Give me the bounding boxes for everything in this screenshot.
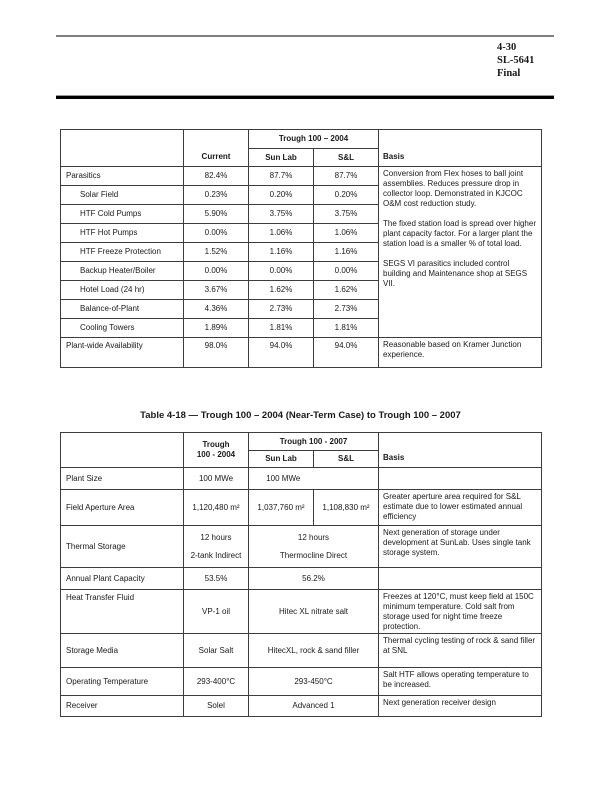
table-row (61, 468, 542, 490)
row-label: Cooling Towers (61, 319, 184, 338)
value-sunlab: 1.06% (249, 224, 314, 243)
column-header-line: Trough (202, 440, 230, 449)
row-label: Solar Field (61, 186, 184, 205)
value-current: 4.36% (184, 300, 249, 319)
value-current: 0.00% (184, 262, 249, 281)
column-header-sl: S&L (314, 451, 379, 468)
value-line: 12 hours (297, 532, 330, 542)
value-2004: Solar Salt (184, 634, 249, 668)
value-sl: 3.75% (314, 205, 379, 224)
column-header-sunlab: Sun Lab (249, 149, 314, 167)
value-2007 (249, 526, 379, 568)
empty-header-cell (61, 433, 184, 468)
row-label: Backup Heater/Boiler (61, 262, 184, 281)
value-sunlab: 1.62% (249, 281, 314, 300)
value-current: 82.4% (184, 167, 249, 186)
table-row (61, 526, 542, 568)
basis-cell-availability: Reasonable based on Kramer Junction experience. (379, 338, 542, 368)
parasitics-table (60, 129, 542, 368)
row-label: Field Aperture Area (61, 490, 184, 526)
basis-paragraph: Conversion from Flex hoses to ball joint assemblies. Reduces pressure drop in collector loop. Demonstrated in KJCOC O&M cost reduction study. (383, 169, 524, 208)
value-sunlab: 1.81% (249, 319, 314, 338)
table-row (61, 490, 542, 526)
value-current: 1.52% (184, 243, 249, 262)
value-2007: Advanced 1 (249, 696, 379, 717)
value-2004: 53.5% (184, 568, 249, 590)
value-current: 0.00% (184, 224, 249, 243)
row-label: HTF Cold Pumps (61, 205, 184, 224)
value-current: 98.0% (184, 338, 249, 368)
row-label: Plant-wide Availability (61, 338, 184, 368)
value-sl: 0.00% (314, 262, 379, 281)
value-2007: HitecXL, rock & sand filler (249, 634, 379, 668)
value-2004: VP-1 oil (184, 590, 249, 634)
row-label: HTF Hot Pumps (61, 224, 184, 243)
value-sl: 1.16% (314, 243, 379, 262)
trough-comparison-table-wrapper (60, 432, 542, 717)
value-sl: 1.06% (314, 224, 379, 243)
basis-paragraph: The fixed station load is spread over higher plant capacity factor. For a larger plant the station load is a smaller % of total load. (383, 219, 536, 248)
value-sunlab: 2.73% (249, 300, 314, 319)
row-label: Plant Size (61, 468, 184, 490)
value-sunlab: 94.0% (249, 338, 314, 368)
column-header-current: Current (184, 130, 249, 167)
header-divider-rule (56, 95, 554, 99)
column-group-header-trough-2004: Trough 100 – 2004 (249, 130, 379, 149)
row-label: Hotel Load (24 hr) (61, 281, 184, 300)
value-current: 5.90% (184, 205, 249, 224)
row-label: Receiver (61, 696, 184, 717)
value-sl: 0.20% (314, 186, 379, 205)
value-2004: 100 MWe (184, 468, 249, 490)
value-current: 0.23% (184, 186, 249, 205)
parasitics-table-wrapper (60, 129, 542, 368)
column-header-sl: S&L (314, 149, 379, 167)
value-sl: 1.62% (314, 281, 379, 300)
basis-cell (379, 568, 542, 590)
column-header-basis: Basis (379, 433, 542, 468)
column-header-sunlab: Sun Lab (249, 451, 314, 468)
column-header-line: 100 - 2004 (196, 450, 236, 459)
value-2007: Hitec XL nitrate salt (249, 590, 379, 634)
table-row (61, 696, 542, 717)
doc-status: Final (497, 68, 521, 79)
value-sl: 94.0% (314, 338, 379, 368)
table-4-18-title: Table 4-18 — Trough 100 – 2004 (Near-Term Case) to Trough 100 – 2007 (140, 410, 461, 421)
value-2004 (184, 526, 249, 568)
column-group-header-trough-2007: Trough 100 - 2007 (249, 433, 379, 451)
table-row (61, 634, 542, 668)
column-header-trough-2004 (184, 433, 249, 468)
row-label: Parasitics (61, 167, 184, 186)
row-label: Heat Transfer Fluid (61, 590, 184, 634)
value-2007: 56.2% (249, 568, 379, 590)
page-header-block (497, 41, 534, 80)
row-label: Operating Temperature (61, 668, 184, 696)
basis-cell: Next generation of storage under development at SunLab. Uses single tank storage system. (379, 526, 542, 568)
table-row (61, 167, 542, 186)
value-2007-text: 100 MWe (266, 473, 301, 483)
value-2007 (249, 468, 379, 490)
page-number: 4-30 (497, 42, 517, 53)
value-current: 3.67% (184, 281, 249, 300)
table-row (61, 338, 542, 368)
value-sunlab: 0.00% (249, 262, 314, 281)
basis-cell-parasitics (379, 167, 542, 338)
value-line: Thermocline Direct (279, 550, 348, 560)
basis-cell: Greater aperture area required for S&L estimate due to lower estimated annual efficiency (379, 490, 542, 526)
value-2004: 1,120,480 m² (184, 490, 249, 526)
value-line: 12 hours (200, 532, 232, 542)
basis-cell: Salt HTF allows operating temperature to be increased. (379, 668, 542, 696)
value-sunlab: 3.75% (249, 205, 314, 224)
value-sl: 1.81% (314, 319, 379, 338)
basis-cell (379, 468, 542, 490)
value-sl: 87.7% (314, 167, 379, 186)
value-2004: 293-400°C (184, 668, 249, 696)
table-row (61, 668, 542, 696)
table-row (61, 590, 542, 634)
basis-cell: Next generation receiver design (379, 696, 542, 717)
value-sunlab: 1.16% (249, 243, 314, 262)
row-label: Thermal Storage (61, 526, 184, 568)
value-2007-sl: 1,108,830 m² (314, 490, 379, 526)
table-row (61, 568, 542, 590)
value-sunlab: 0.20% (249, 186, 314, 205)
trough-comparison-table (60, 432, 542, 717)
value-current: 1.89% (184, 319, 249, 338)
row-label: HTF Freeze Protection (61, 243, 184, 262)
value-sunlab: 87.7% (249, 167, 314, 186)
value-2007-sunlab: 1,037,760 m² (249, 490, 314, 526)
basis-paragraph: SEGS VI parasitics included control building and Maintenance shop at SEGS VII. (383, 259, 528, 288)
value-sl: 2.73% (314, 300, 379, 319)
column-header-basis: Basis (379, 130, 542, 167)
row-label: Balance-of-Plant (61, 300, 184, 319)
value-2004: Solel (184, 696, 249, 717)
doc-number: SL-5641 (497, 55, 535, 66)
value-2007: 293-450°C (249, 668, 379, 696)
basis-cell: Freezes at 120°C, must keep field at 150C minimum temperature. Cold salt from storage used for night time freeze protection. (379, 590, 542, 634)
top-rule (56, 35, 554, 37)
row-label: Annual Plant Capacity (61, 568, 184, 590)
empty-header-cell (61, 130, 184, 167)
basis-cell: Thermal cycling testing of rock & sand filler at SNL (379, 634, 542, 668)
row-label: Storage Media (61, 634, 184, 668)
value-line: 2-tank Indirect (190, 550, 242, 560)
